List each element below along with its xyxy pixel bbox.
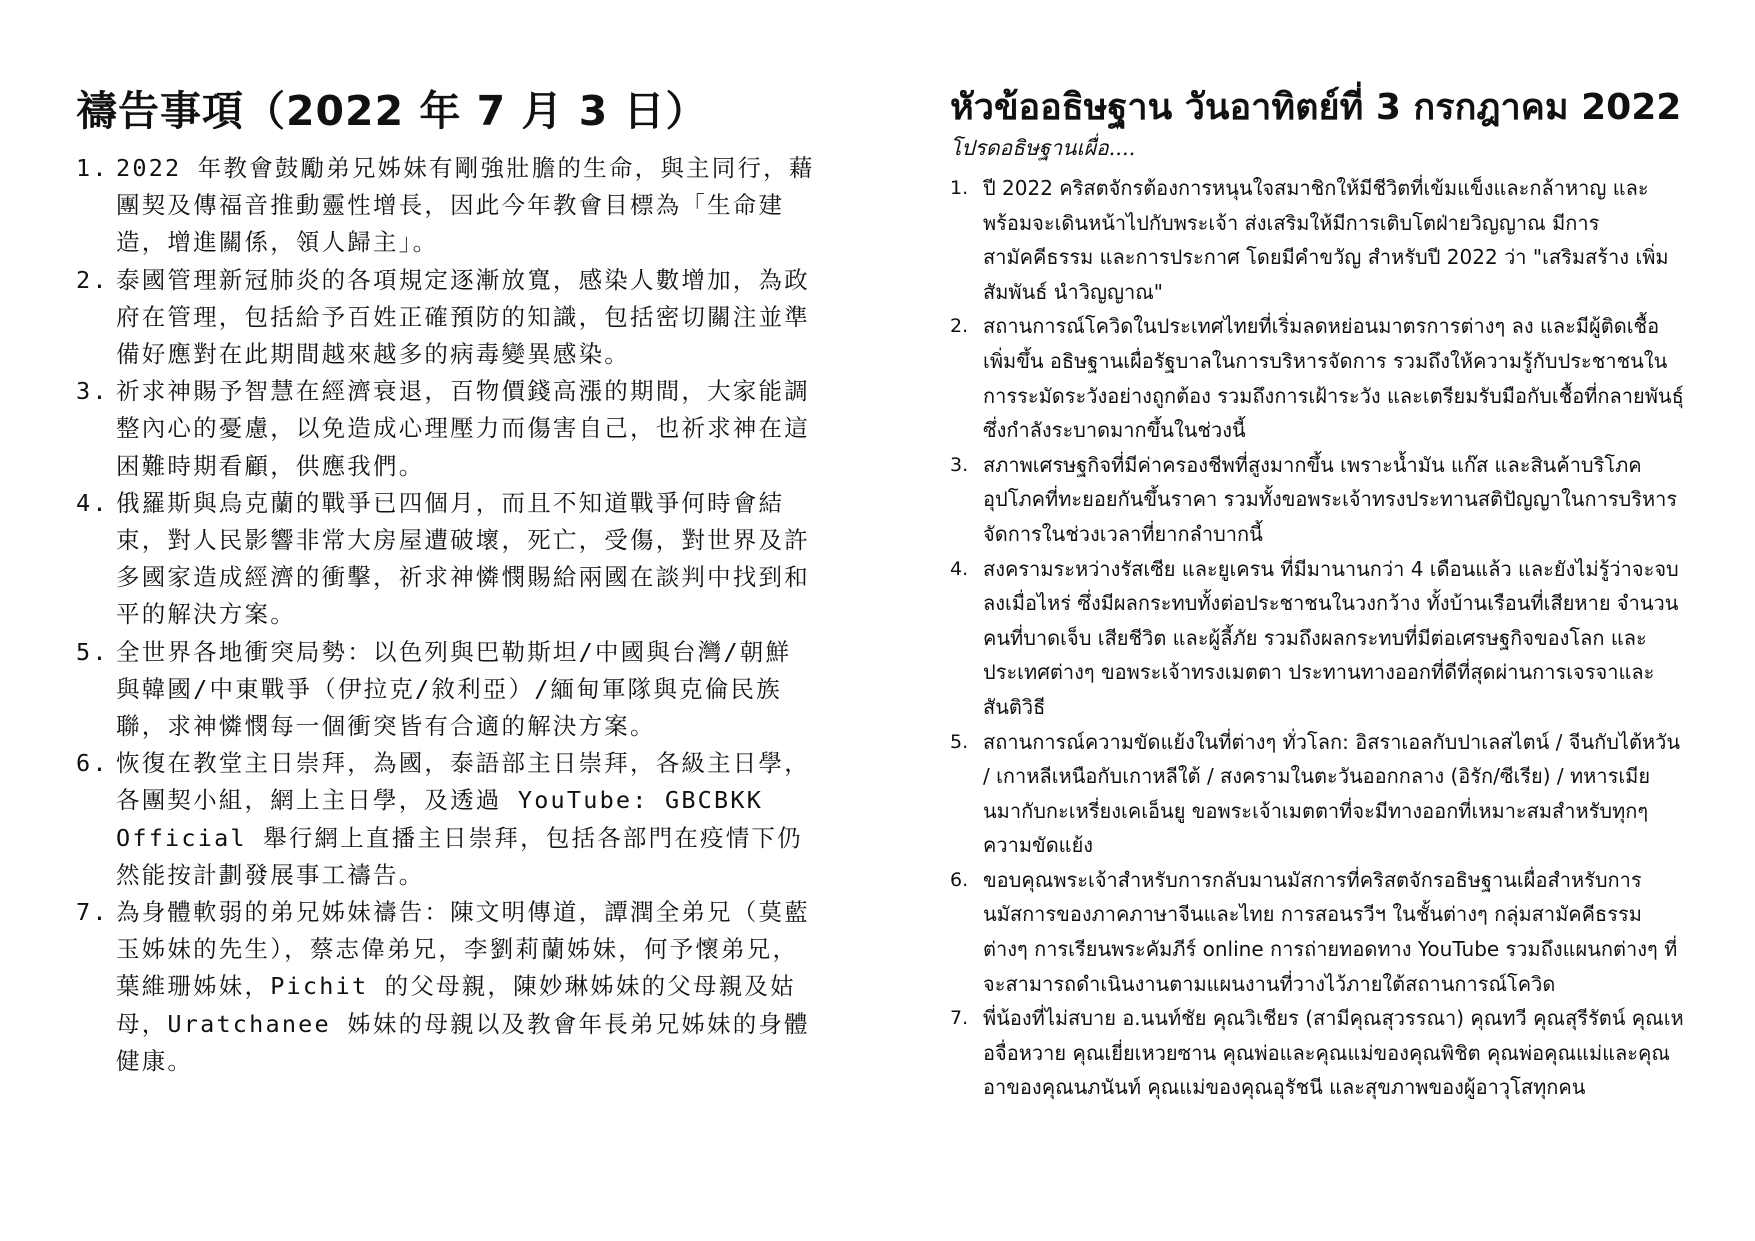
item-text: ขอบคุณพระเจ้าสำหรับการกลับมานมัสการที่คริสตจักรอธิษฐานเผื่อสำหรับการนมัสการของภาคภาษาจีนและไทย การสอนรวีฯ ในชั้นต่างๆ กลุ่มสามัคคีธรรมต่างๆ การเรียนพระคัมภีร์ online การถ่ายทอดทาง YouTube รวมถึงแผนกต่างๆ ที่จะสามารถดำเนินงานตามแผนงานที่วางไว้ภายใต้สถานการณ์โควิด <box>983 867 1678 996</box>
item-text: 全世界各地衝突局勢：以色列與巴勒斯坦/中國與台灣/朝鮮與韓國/中東戰爭（伊拉克/敘利亞）/緬甸軍隊與克倫民族聯，求神憐憫每一個衝突皆有合適的解決方案。 <box>116 637 792 741</box>
list-item <box>76 745 816 894</box>
chinese-page-title: 禱告事項（2022 年 7 月 3 日） <box>76 87 708 135</box>
list-item <box>950 725 1685 863</box>
list-item <box>950 448 1685 552</box>
list-item <box>950 309 1685 447</box>
list-item <box>76 373 816 485</box>
item-number: 7. <box>76 898 109 927</box>
list-item <box>950 171 1685 309</box>
item-number: 6. <box>950 868 969 891</box>
item-text: ปี 2022 คริสตจักรต้องการหนุนใจสมาชิกให้มีชีวิตที่เข้มแข็งและกล้าหาญ และพร้อมจะเดินหน้าไปกับพระเจ้า ส่งเสริมให้มีการเติบโตฝ่ายวิญญาณ มีการสามัคคีธรรม และการประกาศ โดยมีคำขวัญ สำหรับปี 2022 ว่า "เสริมสร้าง เพิ่มสัมพันธ์ นำวิญญาณ" <box>983 176 1669 304</box>
item-text: สงครามระหว่างรัสเซีย และยูเครน ที่มีมานานกว่า 4 เดือนแล้ว และยังไม่รู้ว่าจะจบลงเมื่อไหร่ ซึ่งมีผลกระทบทั้งต่อประชาชนในวงกว้าง ทั้งบ้านเรือนที่เสียหาย จำนวนคนที่บาดเจ็บ เสียชีวิต และผู้ลี้ภัย รวมถึงผลกระทบที่มีต่อเศรษฐกิจของโลก และประเทศต่างๆ ขอพระเจ้าทรงเมตตา ประทานทางออกที่ดีที่สุดผ่านการเจรจาและสันติวิธี <box>983 556 1679 719</box>
thai-page-title: หัวข้ออธิษฐาน วันอาทิตย์ที่ 3 กรกฎาคม 2022 <box>950 87 1682 128</box>
item-number: 5. <box>950 730 969 753</box>
list-item <box>76 634 816 746</box>
item-text: สถานการณ์โควิดในประเทศไทยที่เริ่มลดหย่อนมาตรการต่างๆ ลง และมีผู้ติดเชื้อเพิ่มขึ้น อธิษฐานเผื่อรัฐบาลในการบริหารจัดการ รวมถึงให้ความรู้กับประชาชนในการระมัดระวังอย่างถูกต้อง รวมถึงการเฝ้าระวัง และเตรียมรับมือกับเชื้อที่กลายพันธุ์ซึ่งกำลังระบาดมากขึ้นในช่วงนี้ <box>983 314 1684 443</box>
item-number: 2. <box>76 265 109 294</box>
item-number: 6. <box>76 749 109 778</box>
item-number: 7. <box>950 1007 969 1030</box>
item-text: 為身體軟弱的弟兄姊妹禱告：陳文明傳道，譚潤全弟兄（莫藍玉姊妹的先生），蔡志偉弟兄，李劉莉蘭姊妹，何予懷弟兄，葉維珊姊妹，Pichit 的父母親，陳妙琳姊妹的父母親及姑母，Uratchanee 姊妹的母親以及教會年長弟兄姊妹的身體健康。 <box>116 898 810 1075</box>
list-item <box>950 552 1685 725</box>
item-number: 5. <box>76 637 109 666</box>
item-text: พี่น้องที่ไม่สบาย อ.นนท์ชัย คุณวิเชียร (สามีคุณสุวรรณา) คุณทวี คุณสุรีรัตน์ คุณเหอจื่อหวาย คุณเยี่ยเหวยซาน คุณพ่อและคุณแม่ของคุณพิชิต คุณพ่อคุณแม่และคุณอาของคุณนภนันท์ คุณแม่ของคุณอุรัชนี และสุขภาพของผู้อาวุโสทุกคน <box>983 1006 1684 1100</box>
item-text: 2022 年教會鼓勵弟兄姊妹有剛強壯膽的生命，與主同行，藉團契及傳福音推動靈性增長，因此今年教會目標為「生命建造，增進關係，領人歸主」。 <box>116 154 815 257</box>
item-number: 3. <box>76 377 109 406</box>
item-text: 泰國管理新冠肺炎的各項規定逐漸放寬，感染人數增加，為政府在管理，包括給予百姓正確預防的知識，包括密切關注並準備好應對在此期間越來越多的病毒變異感染。 <box>116 265 810 369</box>
item-text: สภาพเศรษฐกิจที่มีค่าครองชีพที่สูงมากขึ้น เพราะน้ำมัน แก๊ส และสินค้าบริโภคอุปโภคที่ทะยอยกันขึ้นราคา รวมทั้งขอพระเจ้าทรงประทานสติปัญญาในการบริหารจัดการในช่วงเวลาที่ยากลำบากนี้ <box>983 452 1678 546</box>
item-number: 1. <box>950 177 969 199</box>
item-text: 恢復在教堂主日崇拜，為國，泰語部主日崇拜，各級主日學，各團契小組，網上主日學，及透過 YouTube: GBCBKK Official 舉行網上直播主日崇拜，包括各部門在疫情下仍然能按計劃發展事工禱告。 <box>116 749 810 889</box>
list-item <box>950 1001 1685 1105</box>
list-item <box>950 863 1685 1001</box>
item-number: 4. <box>950 557 969 580</box>
list-item <box>76 485 816 634</box>
chinese-prayer-list <box>76 150 816 1080</box>
list-item <box>76 150 816 262</box>
item-number: 1. <box>76 154 109 182</box>
thai-prayer-list <box>950 171 1685 1105</box>
item-number: 2. <box>950 315 969 338</box>
item-number: 4. <box>76 488 109 517</box>
list-item <box>76 894 816 1080</box>
thai-subtitle: โปรดอธิษฐานเผื่อ.... <box>950 136 1136 160</box>
item-number: 3. <box>950 453 969 476</box>
item-text: สถานการณ์ความขัดแย้งในที่ต่างๆ ทั่วโลก: อิสราเอลกับปาเลสไตน์ / จีนกับไต้หวัน / เกาหลีเหนือกับเกาหลีใต้ / สงครามในตะวันออกกลาง (อิรัก/ซีเรีย) / ทหารเมียนมากับกะเหรี่ยงเคเอ็นยู ขอพระเจ้าเมตตาที่จะมีทางออกที่เหมาะสมสำหรับทุกๆ ความขัดแย้ง <box>983 729 1681 858</box>
item-text: 祈求神賜予智慧在經濟衰退，百物價錢高漲的期間，大家能調整內心的憂慮，以免造成心理壓力而傷害自己，也祈求神在這困難時期看顧，供應我們。 <box>116 377 810 480</box>
item-text: 俄羅斯與烏克蘭的戰爭已四個月，而且不知道戰爭何時會結束，對人民影響非常大房屋遭破壞，死亡，受傷，對世界及許多國家造成經濟的衝擊，祈求神憐憫賜給兩國在談判中找到和平的解決方案。 <box>116 488 810 629</box>
list-item <box>76 262 816 374</box>
